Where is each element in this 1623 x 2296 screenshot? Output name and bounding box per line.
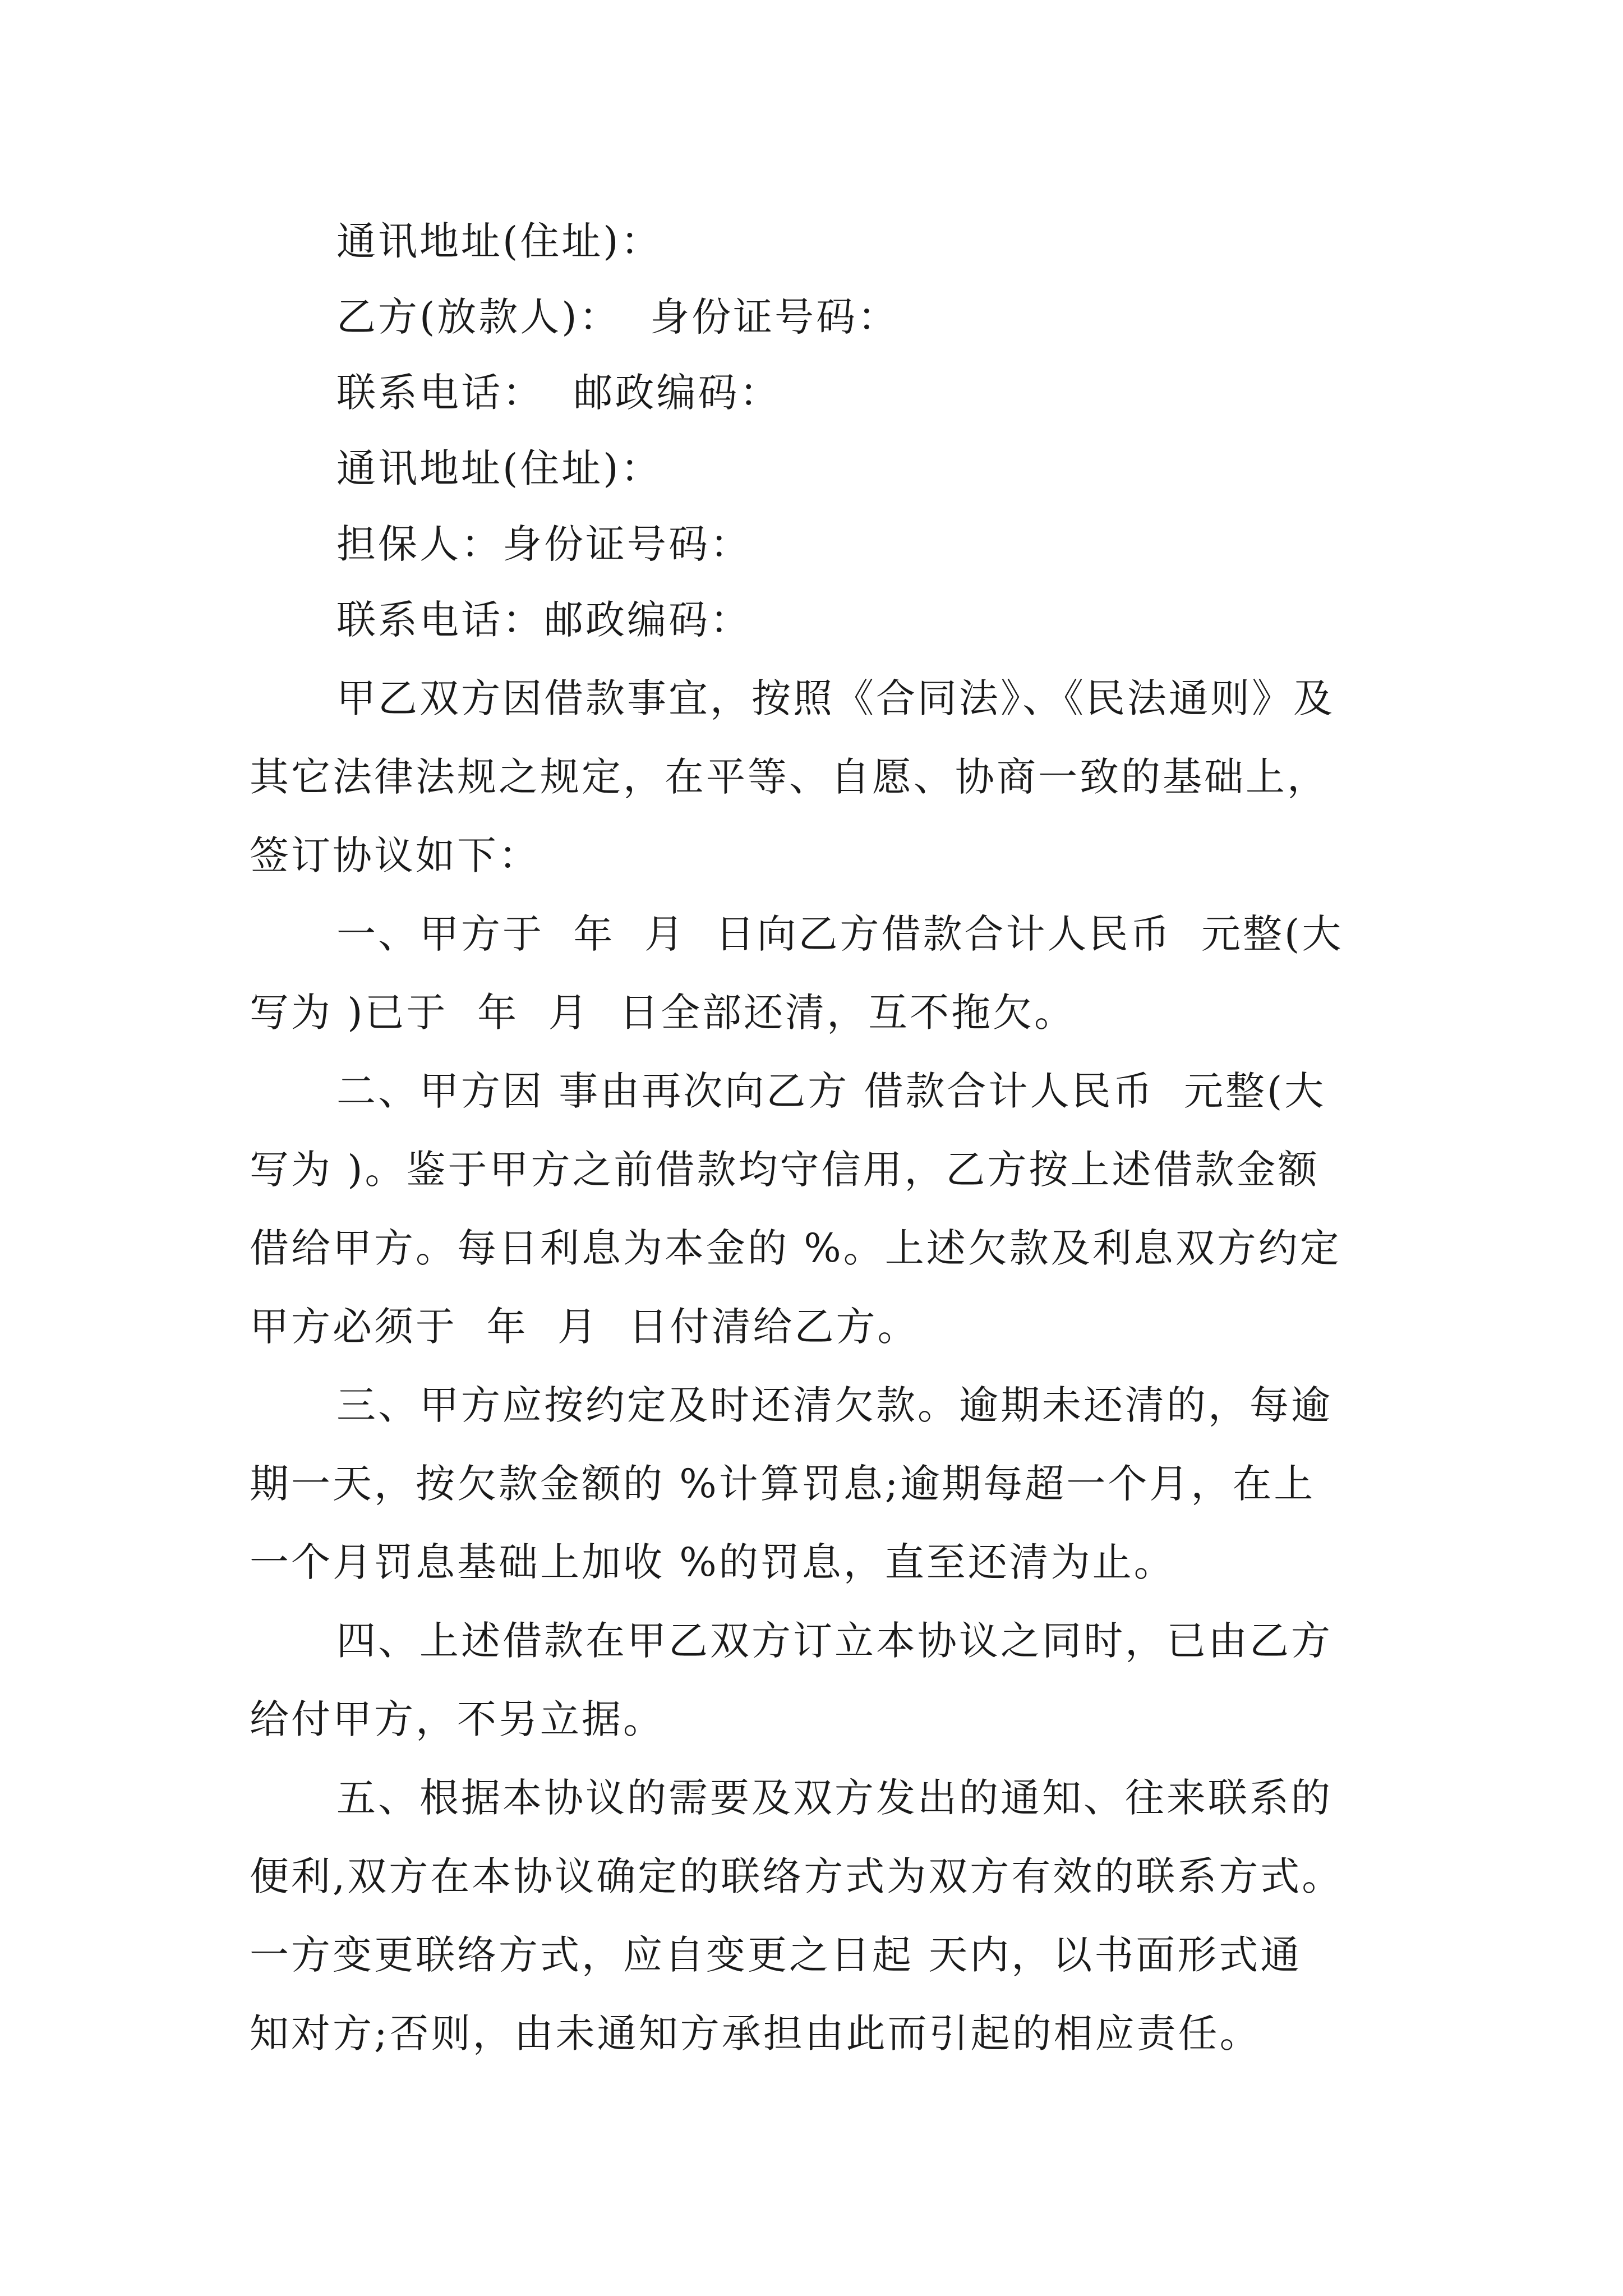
address-line-party-a: 通讯地址(住址)： xyxy=(336,218,662,264)
lender-line: 乙方(放款人)： 身份证号码： xyxy=(336,294,900,340)
paragraph-line: 五、根据本协议的需要及双方发出的通知、往来联系的 xyxy=(336,1775,1332,1821)
paragraph-line: 四、上述借款在甲乙双方订立本协议之同时，已由乙方 xyxy=(336,1618,1332,1664)
paragraph-line: 甲乙双方因借款事宜，按照《合同法》、《民法通则》及 xyxy=(336,675,1335,721)
paragraph-line: 甲方必须于 年 月 日付清给乙方。 xyxy=(250,1304,919,1350)
paragraph-line: 便利,双方在本协议确定的联络方式为双方有效的联系方式。 xyxy=(250,1853,1344,1899)
paragraph-line: 签订协议如下： xyxy=(250,832,540,878)
paragraph-line: 知对方;否则，由未通知方承担由此而引起的相应责任。 xyxy=(250,2010,1261,2056)
paragraph-line: 借给甲方。每日利息为本金的 %。上述欠款及利息双方约定 xyxy=(250,1225,1341,1271)
lender-phone-line: 联系电话： 邮政编码： xyxy=(336,370,781,416)
paragraph-line: 写为 )。鉴于甲方之前借款均守信用，乙方按上述借款金额 xyxy=(250,1147,1320,1193)
paragraph-line: 其它法律法规之规定，在平等、自愿、协商一致的基础上， xyxy=(250,754,1329,800)
paragraph-line: 写为 )已于 年 月 日全部还清，互不拖欠。 xyxy=(250,990,1076,1036)
paragraph-line: 给付甲方，不另立据。 xyxy=(250,1696,665,1742)
paragraph-line: 期一天，按欠款金额的 %计算罚息;逾期每超一个月，在上 xyxy=(250,1461,1316,1507)
paragraph-line: 二、甲方因 事由再次向乙方 借款合计人民币 元整(大 xyxy=(336,1068,1326,1114)
guarantor-phone-line: 联系电话：邮政编码： xyxy=(336,597,751,643)
paragraph-line: 一个月罚息基础上加收 %的罚息，直至还清为止。 xyxy=(250,1539,1175,1585)
lender-address-line: 通讯地址(住址)： xyxy=(336,445,662,491)
paragraph-line: 一、甲方于 年 月 日向乙方借款合计人民币 元整(大 xyxy=(336,911,1344,957)
guarantor-line: 担保人：身份证号码： xyxy=(336,521,751,567)
paragraph-line: 三、甲方应按约定及时还清欠款。逾期未还清的，每逾 xyxy=(336,1382,1332,1428)
paragraph-line: 一方变更联络方式，应自变更之日起 天内，以书面形式通 xyxy=(250,1932,1302,1978)
